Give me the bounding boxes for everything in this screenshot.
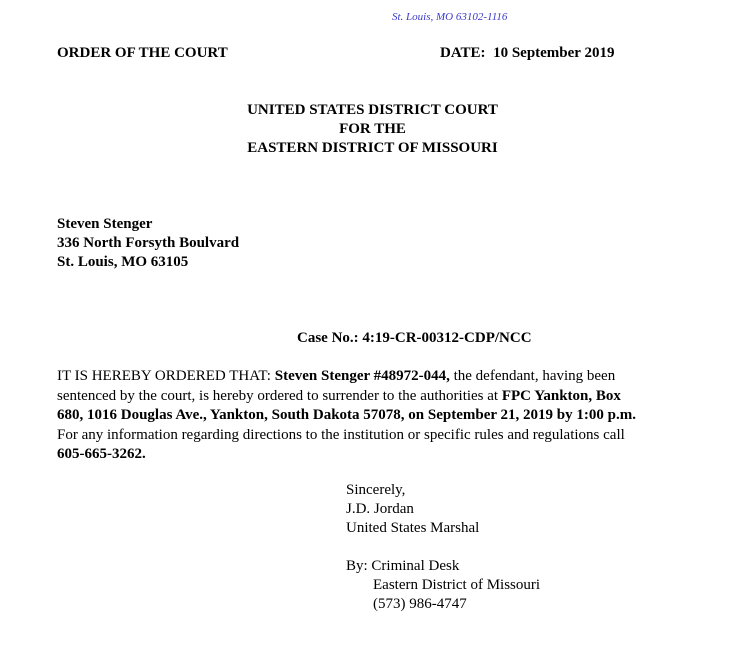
case-number-line	[297, 330, 532, 347]
contact-phone: 605-665-3262.	[57, 446, 146, 462]
date-value: 10 September 2019	[493, 45, 615, 61]
case-label: Case No.:	[297, 330, 359, 346]
court-name-line-1: UNITED STATES DISTRICT COURT	[247, 102, 498, 118]
order-line-2	[57, 387, 729, 407]
signature-name: J.D. Jordan	[346, 501, 414, 517]
case-number: 4:19-CR-00312-CDP/NCC	[362, 330, 532, 346]
date-label: DATE:	[440, 45, 486, 61]
order-title: ORDER OF THE COURT	[57, 45, 228, 61]
court-name-line-3: EASTERN DISTRICT OF MISSOURI	[247, 140, 498, 156]
order-line-1	[57, 367, 729, 387]
signature-phone: (573) 986-4747	[373, 596, 467, 612]
court-name-line-2: FOR THE	[339, 121, 406, 137]
order-text: sentenced by the court, is hereby ordered to surrender to the authorities at	[57, 387, 502, 404]
facility-name: FPC Yankton, Box	[501, 387, 621, 404]
order-body	[57, 367, 729, 465]
order-line-4: For any information regarding directions to the institution or specific rules and regulations call	[57, 426, 625, 443]
order-line-3: 680, 1016 Douglas Ave., Yankton, South Dakota 57078, on September 21, 2019 by 1:00 p.m.	[57, 407, 636, 423]
signature-district: Eastern District of Missouri	[373, 577, 541, 593]
signature-closing: Sincerely,	[346, 482, 406, 498]
recipient-name: Steven Stenger	[57, 216, 153, 232]
signature-by: By: Criminal Desk	[346, 558, 460, 574]
signature-title: United States Marshal	[346, 520, 480, 536]
defendant-id: Steven Stenger #48972-044,	[274, 368, 450, 384]
recipient-street: 336 North Forsyth Boulvard	[57, 235, 240, 251]
order-intro: IT IS HEREBY ORDERED THAT:	[57, 368, 275, 384]
order-text: the defendant, having been	[449, 368, 616, 384]
letterhead-address: St. Louis, MO 63102-1116	[392, 11, 508, 23]
date-line	[440, 45, 614, 62]
recipient-city: St. Louis, MO 63105	[57, 254, 189, 270]
